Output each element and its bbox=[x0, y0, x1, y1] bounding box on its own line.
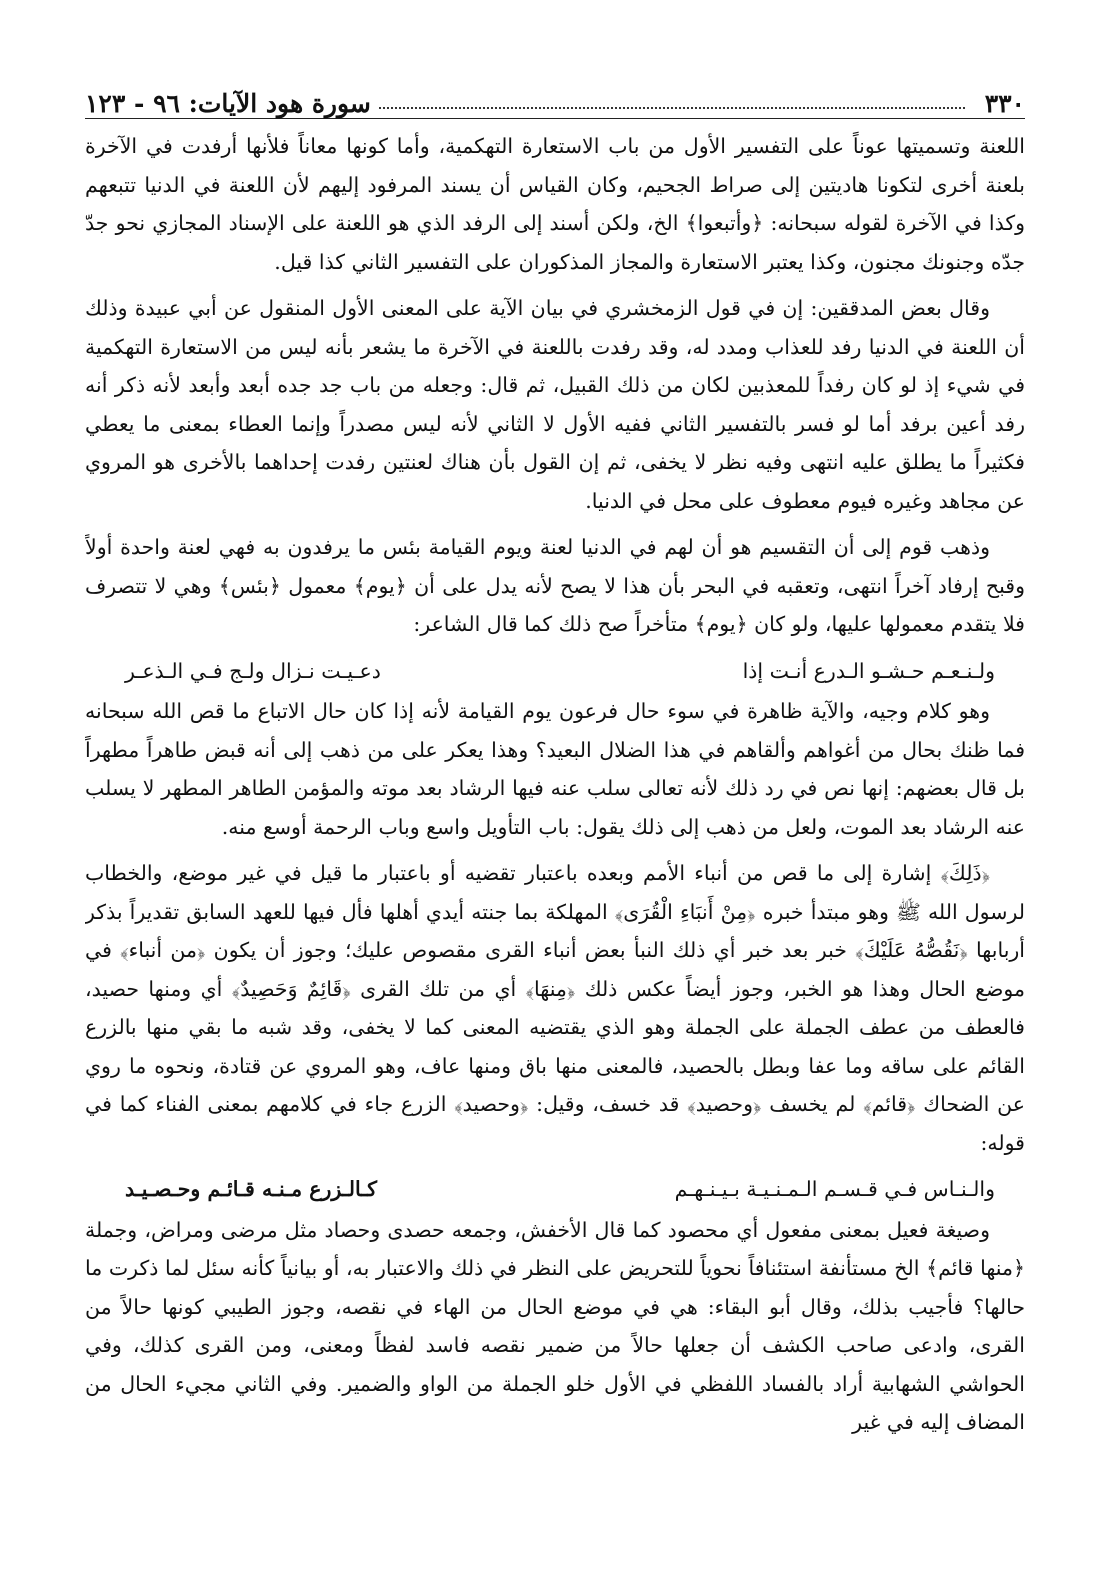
poetry-verse-1 bbox=[125, 652, 995, 691]
paragraph-3: وذهب قوم إلى أن التقسيم هو أن لهم في الدنيا لعنة ويوم القيامة بئس ما يرفدون به فهي لعنة واحدة أولاً وقبح إرفاد آخراً انتهى، وتعقبه في البحر بأن هذا لا يصح لأنه يدل على أن ﴿يوم﴾ معمول ﴿بئس﴾ وهي لا تتصرف فلا يتقدم معمولها عليها، ولو كان ﴿يوم﴾ متأخراً صح ذلك كما قال الشاعر: bbox=[85, 535, 1025, 636]
page-number: ٣٣٠ bbox=[984, 89, 1025, 118]
surah-title: سورة هود الآيات: ٩٦ - ١٢٣ bbox=[85, 89, 371, 118]
poetry-verse-2 bbox=[125, 1170, 995, 1209]
header-dotted-leader bbox=[379, 93, 965, 109]
verse-1-hemistich-2: دعـيـت نـزال ولـج فـي الـذعـر bbox=[125, 658, 381, 683]
paragraph-4: وهو كلام وجيه، والآية ظاهرة في سوء حال فرعون يوم القيامة لأنه إذا كان حال الاتباع ما قص الله سبحانه فما ظنك بحال من أغواهم وألقاهم في هذا الضلال البعيد؟ وهذا يعكر على من ذهب إلى أنه قبض طاهراً مطهراً بل قال بعضهم: إنها نص في رد ذلك لأنه تعالى سلب عنه فيها الرشاد بعد موته والمؤمن الطاهر المطهر لا يسلب عنه الرشاد بعد الموت، ولعل من ذهب إلى ذلك يقول: باب التأويل واسع وباب الرحمة أوسع منه. bbox=[85, 699, 1025, 839]
verse-2-hemistich-1: والـنـاس فـي قـسـم الـمـنـيـة بـيـنـهـم bbox=[674, 1177, 995, 1201]
book-page bbox=[85, 78, 1025, 1538]
paragraph-6: وصيغة فعيل بمعنى مفعول أي محصود كما قال الأخفش، وجمعه حصدى وحصاد مثل مرضى ومراض، وجملة ﴿منها قائم﴾ الخ مستأنفة استئنافاً نحوياً للتحريض على النظر في ذلك والاعتبار به، أو بيانياً كأنه سئل لما ذكرت ما حالها؟ فأجيب بذلك، وقال أبو البقاء: هي في موضع الحال من الهاء في نقصه، وجوز الطيبي كونها حالاً من القرى، وادعى صاحب الكشف أن جعلها حالاً من ضمير نقصه فاسد لفظاً ومعنى، ومن القرى كذلك، وفي الحواشي الشهابية أراد بالفساد اللفظي في الأول خلو الجملة من الواو والضمير. وفي الثاني مجيء الحال من المضاف إليه في غير bbox=[85, 1217, 1025, 1434]
paragraph-1: اللعنة وتسميتها عوناً على التفسير الأول من باب الاستعارة التهكمية، وأما كونها معاناً فلأنها أرفدت في الآخرة بلعنة أخرى لتكونا هاديتين إلى صراط الجحيم، وكان القياس أن يسند المرفود إليهم لأن اللعنة في الدنيا تتبعهم وكذا في الآخرة لقوله سبحانه: ﴿وأتبعوا﴾ الخ، ولكن أسند إلى الرفد الذي هو اللعنة على الإسناد المجازي نحو جدّ جدّه وجنونك مجنون، وكذا يعتبر الاستعارة والمجاز المذكوران على التفسير الثاني كذا قيل. bbox=[85, 134, 1025, 274]
verse-2-hemistich-2: كـالـزرع مـنـه قـائـم وحـصـيـد bbox=[125, 1177, 378, 1201]
paragraph-2: وقال بعض المدققين: إن في قول الزمخشري في بيان الآية على المعنى الأول المنقول عن أبي عبيدة وذلك أن اللعنة في الدنيا رفد للعذاب ومدد له، وقد رفدت باللعنة في الآخرة ما يشعر بأنه ليس من الاستعارة التهكمية في شيء إذ لو كان رفداً للمعذبين لكان من ذلك القبيل، ثم قال: وجعله من باب جد جده أبعد وأبعد لأنه ذكر أنه رفد أعين برفد أما لو فسر بالتفسير الثاني ففيه الأول لا الثاني لأنه ليس مصدراً وإنما العطاء بمعنى ما يعطي فكثيراً ما يطلق عليه انتهى وفيه نظر لا يخفى، ثم إن القول بأن هناك لعنتين رفدت إحداهما بالأخرى هو المروي عن مجاهد وغيره فيوم معطوف على محل في الدنيا. bbox=[85, 296, 1025, 513]
paragraph-5: ﴿ذَلِكَ﴾ إشارة إلى ما قص من أنباء الأمم وبعده باعتبار تقضيه أو باعتبار ما قيل في غير موضع، والخطاب لرسول الله ﷺ وهو مبتدأ خبره ﴿مِنْ أَنبَاءِ الْقُرَى﴾ المهلكة بما جنته أيدي أهلها فأل فيها للعهد السابق تقديراً بذكر أربابها ﴿نَقُصُّهُ عَلَيْكَ﴾ خبر بعد خبر أي ذلك النبأ بعض أنباء القرى مقصوص عليك؛ وجوز أن يكون ﴿من أنباء﴾ في موضع الحال وهذا هو الخبر، وجوز أيضاً عكس ذلك ﴿مِنهَا﴾ أي من تلك القرى ﴿قَائِمٌ وَحَصِيدٌ﴾ أي ومنها حصيد، فالعطف من عطف الجملة على الجملة وهو الذي يقتضيه المعنى كما لا يخفى، وقد شبه ما بقي منها بالزرع القائم على ساقه وما عفا وبطل بالحصيد، فالمعنى منها باق ومنها عاف، وهو المروي عن قتادة، ونحوه ما روي عن الضحاك ﴿قائم﴾ لم يخسف ﴿وحصيد﴾ قد خسف، وقيل: ﴿وحصيد﴾ الزرع جاء في كلامهم بمعنى الفناء كما في قوله: bbox=[85, 861, 1025, 1155]
verse-1-hemistich-1: ولـنـعـم حـشـو الـدرع أنـت إذا bbox=[742, 658, 995, 683]
page-header bbox=[85, 78, 1025, 119]
